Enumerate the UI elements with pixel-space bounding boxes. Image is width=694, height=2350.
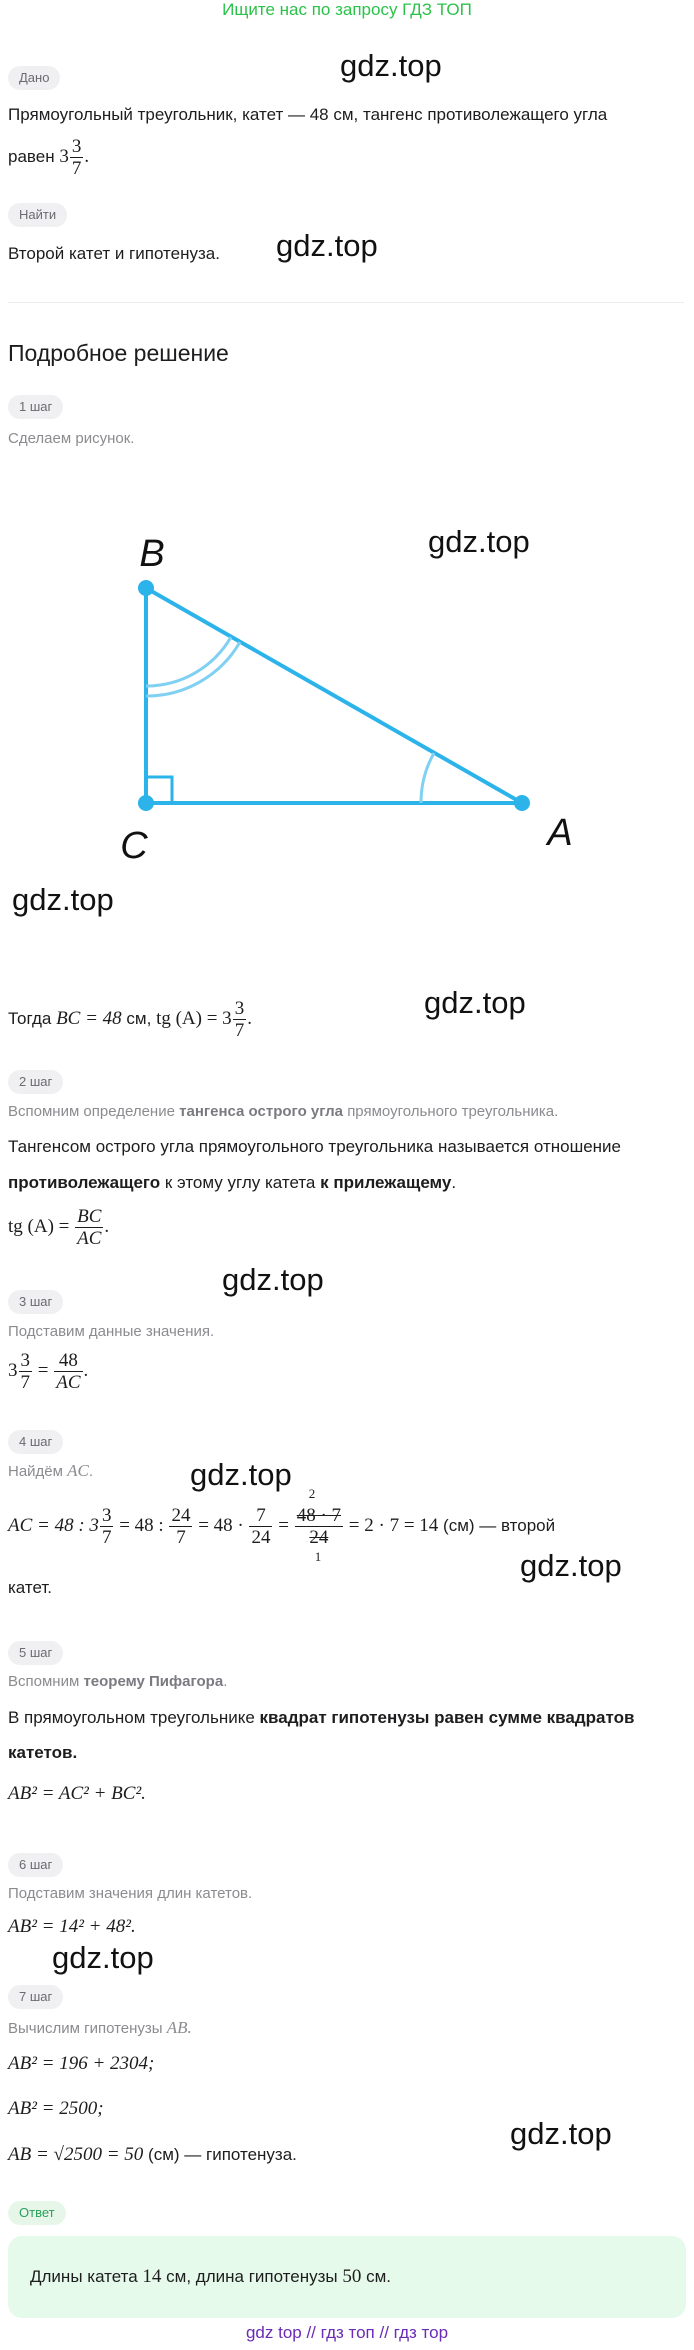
step4-tail: катет. <box>8 1578 53 1597</box>
step1-label: 1 шаг <box>8 395 63 419</box>
vertex-c-point <box>138 795 154 811</box>
step3-formula: 3 $\frac{3}{7}$ = $\frac{48}{AC}$ . <box>8 1350 89 1393</box>
watermark: gdz.top <box>340 48 442 83</box>
watermark: gdz.top <box>520 1548 622 1583</box>
step7-line2: AB² = 2500; <box>8 2098 104 2119</box>
watermark: gdz.top <box>510 2116 612 2151</box>
step2-hint: Вспомним определение тангенса острого угла прямоугольного треугольника. <box>8 1103 559 1120</box>
vertex-b-point <box>138 580 154 596</box>
angle-a-arc <box>421 753 434 803</box>
answer-text: Длины катета 14 см, длина гипотенузы 50 см. <box>30 2266 392 2287</box>
step5-label: 5 шаг <box>8 1641 63 1665</box>
given-value: 3 $\frac{3}{7}$ . <box>59 136 90 179</box>
step2-definition-line1: Тангенсом острого угла прямоугольного треугольника называется отношение <box>8 1137 622 1156</box>
step7-line3: AB = √2500 = 50 (см) — гипотенуза. <box>8 2144 297 2165</box>
find-text: Второй катет и гипотенуза. <box>8 244 220 263</box>
step2-definition-line2: противолежащего к этому углу катета к прилежащему. <box>8 1173 457 1192</box>
step2-formula: tg (A) = $\frac{BC}{AC}$ . <box>8 1206 110 1249</box>
triangle-figure <box>0 0 694 900</box>
step4-label: 4 шаг <box>8 1430 63 1454</box>
step4-calculation: AC = 48 : 3 $\frac{3}{7}$ = 48 : $\frac{24}{7}$ = 48 · $\frac{7}{24}$ = 48 · 7 24 2 1 = 2 · 7 = 14 (см) — второй <box>8 1486 556 1564</box>
given-text-line2: равен 3 $\frac{3}{7}$ . <box>8 136 90 179</box>
step1-hint: Сделаем рисунок. <box>8 430 135 447</box>
watermark: gdz.top <box>424 985 526 1020</box>
step5-theorem-line1: В прямоугольном треугольнике квадрат гипотенузы равен сумме квадратов <box>8 1708 635 1727</box>
find-label: Найти <box>8 203 67 227</box>
watermark: gdz.top <box>276 228 378 263</box>
step3-hint: Подставим данные значения. <box>8 1323 215 1340</box>
solution-title: Подробное решение <box>8 340 229 366</box>
watermark: gdz.top <box>52 1940 154 1975</box>
watermark: gdz.top <box>190 1457 292 1492</box>
step5-hint: Вспомним теорему Пифагора. <box>8 1673 228 1690</box>
angle-b-arc-outer <box>146 642 240 696</box>
step4-hint: Найдём AC. <box>8 1461 94 1480</box>
step7-label: 7 шаг <box>8 1985 63 2009</box>
vertex-a-point <box>514 795 530 811</box>
step1-then-line: Тогда BC = 48 см, tg (A) = 3 $\frac{3}{7}$ . <box>8 998 252 1041</box>
angle-b-arc-inner <box>146 637 231 686</box>
step6-formula: AB² = 14² + 48². <box>8 1916 136 1937</box>
step6-hint: Подставим значения длин катетов. <box>8 1885 253 1902</box>
watermark: gdz.top <box>428 524 530 559</box>
step7-hint: Вычислим гипотенузы AB. <box>8 2018 192 2037</box>
given-text: Прямоугольный треугольник, катет — 48 см, тангенс противолежащего угла <box>8 105 608 124</box>
vertex-b-label: B <box>139 533 165 575</box>
watermark: gdz.top <box>12 882 114 917</box>
watermark: gdz.top <box>222 1262 324 1297</box>
step5-formula: AB² = AC² + BC². <box>8 1783 146 1804</box>
triangle-shape <box>146 588 522 803</box>
footer-links[interactable]: gdz top // гдз топ // гдз тор <box>245 2323 449 2342</box>
step6-label: 6 шаг <box>8 1853 63 1877</box>
step7-line1: AB² = 196 + 2304; <box>8 2053 155 2074</box>
step5-theorem-line2: катетов. <box>8 1743 78 1762</box>
vertex-c-label: C <box>120 825 148 867</box>
step3-label: 3 шаг <box>8 1290 63 1314</box>
answer-label: Ответ <box>8 2201 66 2225</box>
given-label: Дано <box>8 66 60 90</box>
search-banner: Ищите нас по запросу ГДЗ ТОП <box>222 0 472 19</box>
vertex-a-label: A <box>547 812 573 854</box>
step2-label: 2 шаг <box>8 1070 63 1094</box>
